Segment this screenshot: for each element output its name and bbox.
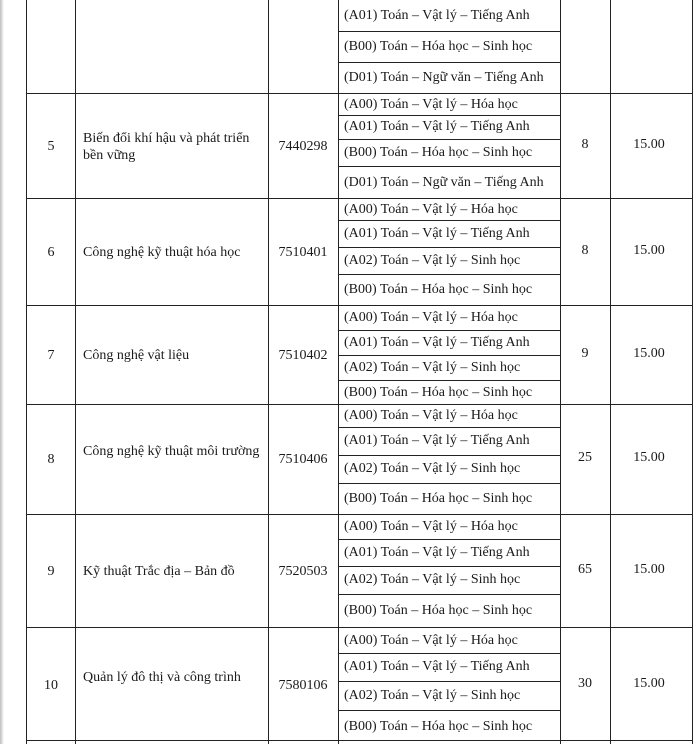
combo-divider [338,247,560,248]
program-code: 7440298 [278,138,328,154]
program-name: Công nghệ kỹ thuật hóa học [83,244,241,260]
program-name: Biến đổi khí hậu và phát triển bền vững [83,130,250,163]
combo-divider [338,166,560,167]
subject-combination: (A01) Toán – Vật lý – Tiếng Anh [344,119,530,134]
subject-combination: (A01) Toán – Vật lý – Tiếng Anh [344,334,530,350]
combo-divider [338,483,560,484]
combo-divider [338,355,560,356]
enrollment-quota: 9 [581,345,589,361]
combo-divider [338,330,560,331]
subject-combination: (B00) Toán – Hóa học – Sinh học [344,144,533,160]
subject-combination: (A02) Toán – Vật lý – Sinh học [344,572,521,587]
subject-combination: (A01) Toán – Vật lý – Tiếng Anh [344,659,530,674]
program-name: Công nghệ kỹ thuật môi trường [83,444,260,459]
combo-divider [338,427,560,428]
row-divider [26,305,692,306]
subject-combination: (A01) Toán – Vật lý – Tiếng Anh [344,544,530,560]
subject-combination: (A00) Toán – Vật lý – Hóa học [344,96,518,112]
combo-divider [338,710,560,711]
column-rule [26,0,27,744]
subject-combination: (A00) Toán – Vật lý – Hóa học [344,632,518,648]
page-edge-shadow [0,0,4,744]
program-code: 7510401 [278,244,328,260]
combo-divider [338,681,560,682]
program-code: 7580106 [278,678,328,693]
subject-combination: (B00) Toán – Hóa học – Sinh học [344,719,533,734]
program-name: Quản lý đô thị và công trình [83,670,241,685]
row-number: 6 [47,244,55,260]
subject-combination: (B00) Toán – Hóa học – Sinh học [344,384,533,400]
subject-combination: (A02) Toán – Vật lý – Sinh học [344,687,521,703]
combo-divider [338,380,560,381]
subject-combination: (A00) Toán – Vật lý – Hóa học [344,201,518,217]
threshold-score: 15.00 [633,136,665,152]
enrollment-quota: 30 [578,676,592,691]
column-rule [268,0,269,744]
enrollment-quota: 8 [581,136,589,152]
combo-divider [338,115,560,116]
column-rule [338,0,339,744]
row-divider [26,198,692,199]
column-rule [692,0,693,744]
enrollment-quota: 25 [578,450,592,465]
subject-combination: (A01) Toán – Vật lý – Tiếng Anh [344,7,530,23]
combo-divider [338,139,560,140]
threshold-score: 15.00 [633,242,665,258]
threshold-score: 15.00 [633,561,665,577]
combo-divider [338,566,560,567]
program-code: 7520503 [278,563,328,579]
row-divider [26,93,692,94]
row-divider [26,404,692,405]
combo-divider [338,62,560,63]
enrollment-quota: 65 [578,561,592,577]
threshold-score: 15.00 [633,450,665,465]
combo-divider [338,274,560,275]
combo-divider [338,220,560,221]
subject-combination: (D01) Toán – Ngữ văn – Tiếng Anh [344,70,544,85]
program-name: Công nghệ vật liệu [83,347,190,363]
subject-combination: (A02) Toán – Vật lý – Sinh học [344,461,521,476]
column-rule [610,0,611,744]
row-number: 5 [47,138,55,154]
threshold-score: 15.00 [633,345,665,361]
combo-divider [338,594,560,595]
subject-combination: (D01) Toán – Ngữ văn – Tiếng Anh [344,174,544,190]
threshold-score: 15.00 [633,676,665,691]
combo-divider [338,539,560,540]
subject-combination: (A01) Toán – Vật lý – Tiếng Anh [344,433,530,448]
row-number: 8 [47,452,55,467]
row-number: 10 [44,678,58,693]
subject-combination: (B00) Toán – Hóa học – Sinh học [344,603,533,618]
combo-divider [338,653,560,654]
subject-combination: (A00) Toán – Vật lý – Hóa học [344,310,518,325]
subject-combination: (A02) Toán – Vật lý – Sinh học [344,252,521,268]
subject-combination: (B00) Toán – Hóa học – Sinh học [344,282,533,297]
combo-divider [338,31,560,32]
program-name: Kỹ thuật Trắc địa – Bản đồ [83,563,235,579]
subject-combination: (B00) Toán – Hóa học – Sinh học [344,491,533,506]
subject-combination: (B00) Toán – Hóa học – Sinh học [344,38,533,54]
subject-combination: (A00) Toán – Vật lý – Hóa học [344,519,518,534]
combo-divider [338,455,560,456]
program-code: 7510402 [278,347,328,363]
program-code: 7510406 [278,452,328,467]
row-number: 7 [47,347,55,363]
row-divider [26,740,692,741]
row-number: 9 [47,563,55,579]
row-divider [26,627,692,628]
enrollment-quota: 8 [581,242,589,258]
row-divider [26,514,692,515]
subject-combination: (A01) Toán – Vật lý – Tiếng Anh [344,225,530,241]
column-rule [75,0,76,744]
subject-combination: (A00) Toán – Vật lý – Hóa học [344,408,518,423]
subject-combination: (A02) Toán – Vật lý – Sinh học [344,359,521,375]
column-rule [560,0,561,744]
